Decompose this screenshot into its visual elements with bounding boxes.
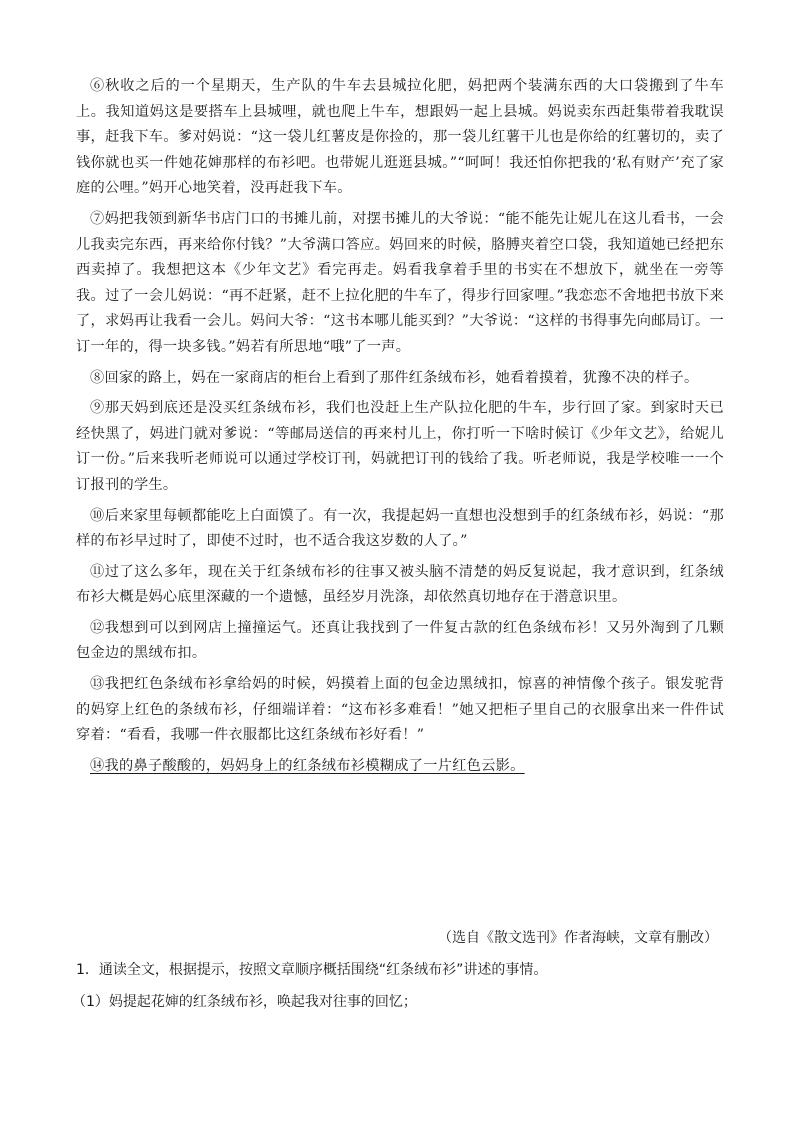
paragraph-8: ⑧回家的路上，妈在一家商店的柜台上看到了那件红条绒布衫，她看着摸着，犹豫不决的样子。	[90, 369, 699, 386]
underlined-sentence: ⑭我的鼻子酸酸的，妈妈身上的红条绒布衫模糊成了一片红色云影。	[90, 757, 525, 774]
article-body	[76, 74, 724, 784]
paragraph-10: ⑩后来家里每顿都能吃上白面馍了。有一次，我提起妈一直想也没想到手的红条绒布衫，妈说：“那样的布衫早过时了，即使不过时，也不适合我这岁数的人了。”	[76, 507, 724, 550]
paragraph-11: ⑪过了这么多年，现在关于红条绒布衫的往事又被头脑不清楚的妈反复说起，我才意识到，红条绒布衫大概是妈心底里深藏的一个遗憾，虽经岁月洗涤，却依然真切地存在于潜意识里。	[76, 563, 724, 606]
article-source: （选自《散文选刊》作者海峡，文章有删改）	[438, 930, 718, 946]
paragraph-14	[76, 754, 724, 780]
paragraph-13: ⑬我把红色条绒布衫拿给妈的时候，妈摸着上面的包金边黑绒扣，惊喜的神情像个孩子。银发驼背的妈穿上红色的条绒布衫，仔细端详着：“这布衫多难看！”她又把柜子里自己的衣服拿出来一件件试穿着：“看看，我哪一件衣服都比这红条绒布衫好看！”	[76, 676, 724, 744]
paragraph-7: ⑦妈把我领到新华书店门口的书摊儿前，对摆书摊儿的大爷说：“能不能先让妮儿在这儿看书，一会儿我卖完东西，再来给你付钱？”大爷满口答应。妈回来的时候，胳膊夹着空口袋，我知道她已经把东西卖掉了。我想把这本《少年文艺》看完再走。妈看我拿着手里的书实在不想放下，就坐在一旁等我。过了一会儿妈说：“再不赶紧，赶不上拉化肥的牛车了，得步行回家哩。”我恋恋不舍地把书放下来了，求妈再让我看一会儿。妈问大爷：“这书本哪儿能买到？”大爷说：“这样的书得事先向邮局订。一订一年的，得一块多钱。”妈若有所思地“哦”了一声。	[76, 210, 724, 355]
paragraph-6: ⑥秋收之后的一个星期天，生产队的牛车去县城拉化肥，妈把两个装满东西的大口袋搬到了牛车上。我知道妈这是要搭车上县城哩，就也爬上牛车，想跟妈一起上县城。妈说卖东西赶集带着我耽误事，赶我下车。爹对妈说：“这一袋儿红薯皮是你捡的，那一袋儿红薯干儿也是你给的红薯切的，卖了钱你就也买一件她花婶那样的布衫吧。也带妮儿逛逛县城。”“呵呵！我还怕你把我的‘私有财产’充了家庭的公哩。”妈开心地笑着，没再赶我下车。	[76, 78, 724, 197]
question-1: 1．通读全文，根据提示，按照文章顺序概括围绕“红条绒布衫”讲述的事情。	[76, 962, 548, 978]
question-1-part-1: （1）妈提起花婶的红条绒布衫，唤起我对往事的回忆；	[72, 994, 417, 1010]
paragraph-9: ⑨那天妈到底还是没买红条绒布衫，我们也没赶上生产队拉化肥的牛车，步行回了家。到家时天已经快黑了，妈进门就对爹说：“等邮局送信的再来村儿上，你打听一下啥时候订《少年文艺》，给妮儿订一份。”后来我听老师说可以通过学校订刊，妈就把订刊的钱给了我。听老师说，我是学校唯一一个订报刊的学生。	[76, 400, 724, 493]
paragraph-12: ⑫我想到可以到网店上撞撞运气。还真让我找到了一件复古款的红色条绒布衫！又另外淘到了几颗包金边的黑绒布扣。	[76, 619, 724, 662]
